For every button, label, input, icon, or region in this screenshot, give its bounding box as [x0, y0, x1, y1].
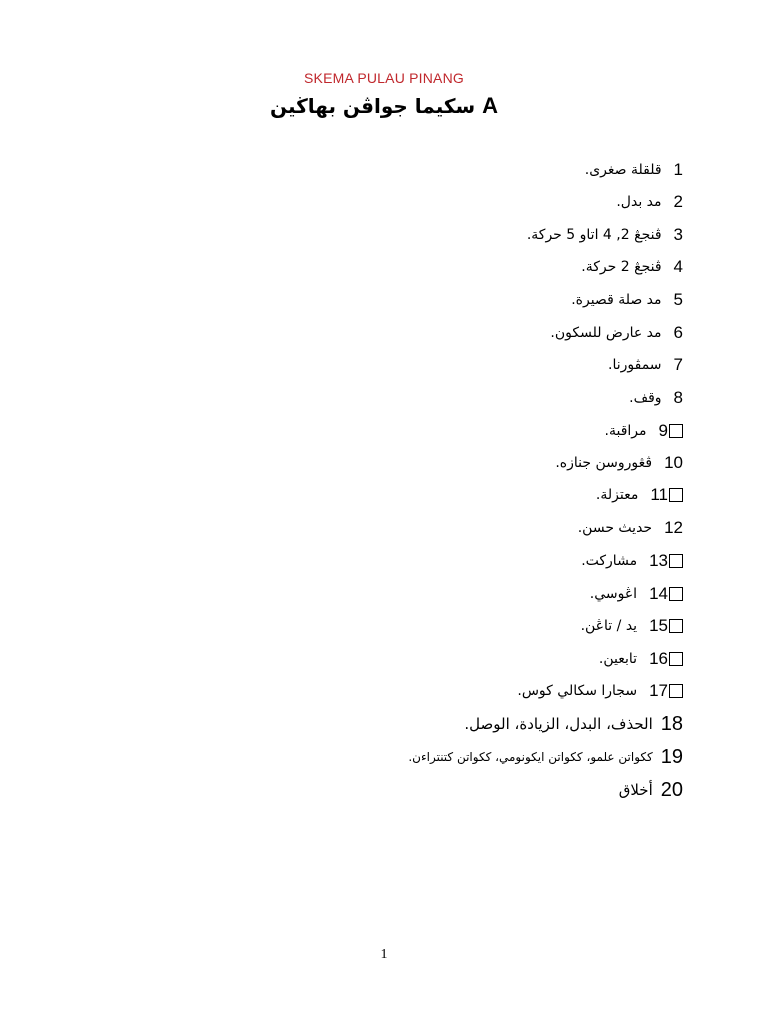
answer-number-text: 9: [658, 421, 668, 440]
checkbox-square-icon: [669, 684, 683, 698]
answer-item: [408, 743, 683, 771]
answer-item: [581, 612, 683, 640]
answer-text: معتزلة.: [595, 487, 639, 503]
answer-item: [608, 351, 683, 379]
answer-number: [649, 551, 683, 571]
answer-item: [464, 710, 683, 738]
answer-number: 1: [673, 160, 683, 179]
checkbox-square-icon: [669, 587, 683, 601]
answer-item: [596, 481, 683, 509]
answer-text: مشاركت.: [581, 553, 638, 569]
school-heading: SKEMA PULAU PINANG: [304, 70, 464, 86]
answer-number: 2: [673, 192, 683, 211]
answer-text: مراقبة.: [604, 423, 647, 439]
answer-number: 7: [673, 355, 683, 374]
answer-text: يد / تاڠن.: [580, 618, 638, 634]
paper-label: A: [482, 93, 499, 118]
answer-item: [578, 514, 683, 542]
answer-number-text: 16: [649, 649, 668, 668]
answer-item: [555, 449, 683, 477]
answer-text: الحذف، البدل، الزيادة، الوصل.: [464, 715, 653, 733]
answer-text: مد بدل.: [616, 194, 662, 210]
title-text: سكيما جواڤن بهاڬين: [269, 94, 476, 118]
answer-number: [649, 681, 683, 701]
answer-text: اڠوسي.: [589, 586, 638, 602]
answer-number: 20: [660, 778, 683, 801]
answer-number: 18: [660, 712, 683, 735]
answer-number: 8: [673, 388, 683, 407]
answer-number: [649, 584, 683, 604]
answer-text: سمڤورنا.: [608, 357, 662, 373]
answer-number-text: 15: [649, 616, 668, 635]
answer-item: [599, 645, 683, 673]
checkbox-square-icon: [669, 488, 683, 502]
answer-text: قلقلة صغرى.: [584, 162, 662, 178]
answer-number: 12: [664, 518, 683, 537]
checkbox-square-icon: [669, 652, 683, 666]
answer-number-text: 17: [649, 681, 668, 700]
answer-item: [605, 417, 683, 445]
answer-text: ڤڠوروسن جنازه.: [555, 455, 653, 471]
answer-text: ڤنجڠ 2 حركة.: [581, 259, 662, 275]
answer-number: [659, 421, 683, 441]
checkbox-square-icon: [669, 619, 683, 633]
answer-number: [649, 616, 683, 636]
answer-number: 3: [673, 225, 683, 244]
answer-item: [590, 580, 683, 608]
answer-item: [581, 253, 683, 281]
answer-number: 6: [673, 323, 683, 342]
answer-item: [571, 286, 683, 314]
answer-item: [550, 319, 683, 347]
answer-number: 10: [664, 453, 683, 472]
answer-item: [527, 221, 683, 249]
answer-item: [585, 156, 683, 184]
answer-text: سجارا سكالي كوس.: [517, 683, 638, 699]
answer-item: [619, 776, 683, 804]
answer-number-text: 11: [650, 485, 668, 504]
checkbox-square-icon: [669, 424, 683, 438]
page-title: [0, 93, 768, 119]
answer-number-text: 13: [649, 551, 668, 570]
answer-item: [629, 384, 683, 412]
page-number: 1: [380, 947, 388, 962]
answer-text: حديث حسن.: [577, 520, 653, 536]
answer-number: 19: [660, 745, 683, 768]
answer-text: أخلاق: [618, 781, 653, 799]
answer-text: ككواتن علمو، ككواتن ايكونومي، ككواتن كتنتراءن.: [408, 750, 653, 764]
answer-number-text: 14: [649, 584, 668, 603]
answer-text: تابعين.: [598, 651, 638, 667]
checkbox-square-icon: [669, 554, 683, 568]
answer-item: [517, 677, 683, 705]
answer-item: [581, 547, 683, 575]
answer-text: مد عارض للسكون.: [550, 325, 662, 341]
answer-item: [616, 188, 683, 216]
answer-text: ڤنجڠ 2, 4 اتاو 5 حركة.: [526, 227, 662, 243]
answer-number: 4: [673, 257, 683, 276]
answer-number: [649, 649, 683, 669]
answer-number: [650, 485, 683, 505]
answer-number: 5: [673, 290, 683, 309]
answer-text: مد صلة قصيرة.: [571, 292, 662, 308]
answer-text: وقف.: [629, 390, 662, 406]
